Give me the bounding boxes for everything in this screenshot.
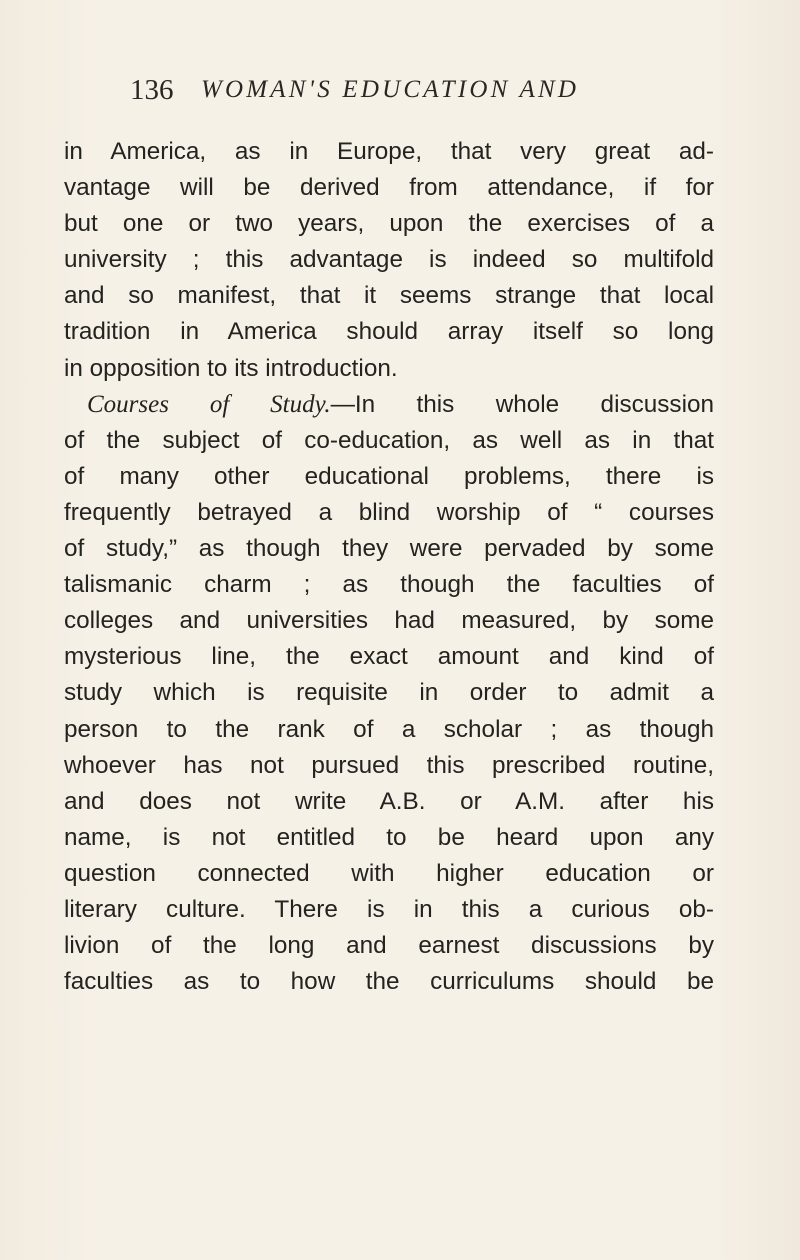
running-title: WOMAN'S EDUCATION AND [201, 76, 580, 103]
text-line: person to the rank of a scholar ; as though [64, 715, 714, 743]
text-line: colleges and universities had measured, by some [64, 607, 714, 635]
text-line: of many other educational problems, there is [64, 462, 714, 490]
text-line: whoever has not pursued this prescribed routine, [64, 751, 714, 779]
text-line: livion of the long and earnest discussions by [64, 932, 714, 960]
text-line: university ; this advantage is indeed so multifold [64, 246, 714, 274]
text-line: tradition in America should array itself so long [64, 318, 714, 346]
text-line: mysterious line, the exact amount and kind of [64, 643, 714, 671]
running-head [130, 74, 690, 114]
text-line: name, is not entitled to be heard upon any [64, 823, 714, 851]
section-start-text: —In this whole discussion [330, 390, 714, 418]
section-start-line [64, 387, 714, 423]
text-line: study which is requisite in order to admit a [64, 679, 714, 707]
text-line: question connected with higher education or [64, 859, 714, 887]
page-number: 136 [130, 74, 174, 106]
text-line: and does not write A.B. or A.M. after his [64, 787, 714, 815]
text-line: of study,” as though they were pervaded by some [64, 535, 714, 563]
text-line: vantage will be derived from attendance, if for [64, 174, 714, 202]
body-text [64, 134, 714, 1000]
section-heading: Courses of Study. [87, 390, 331, 418]
text-line: but one or two years, upon the exercises of a [64, 210, 714, 238]
text-line: and so manifest, that it seems strange that local [64, 282, 714, 310]
text-line: talismanic charm ; as though the faculties of [64, 571, 714, 599]
text-line: frequently betrayed a blind worship of “ courses [64, 498, 714, 526]
text-line: of the subject of co-education, as well as in that [64, 426, 714, 454]
text-line: literary culture. There is in this a curious ob- [64, 895, 714, 923]
text-line: in opposition to its introduction. [64, 354, 398, 382]
text-line: faculties as to how the curriculums should be [64, 968, 714, 996]
text-line: in America, as in Europe, that very great ad- [64, 138, 714, 165]
